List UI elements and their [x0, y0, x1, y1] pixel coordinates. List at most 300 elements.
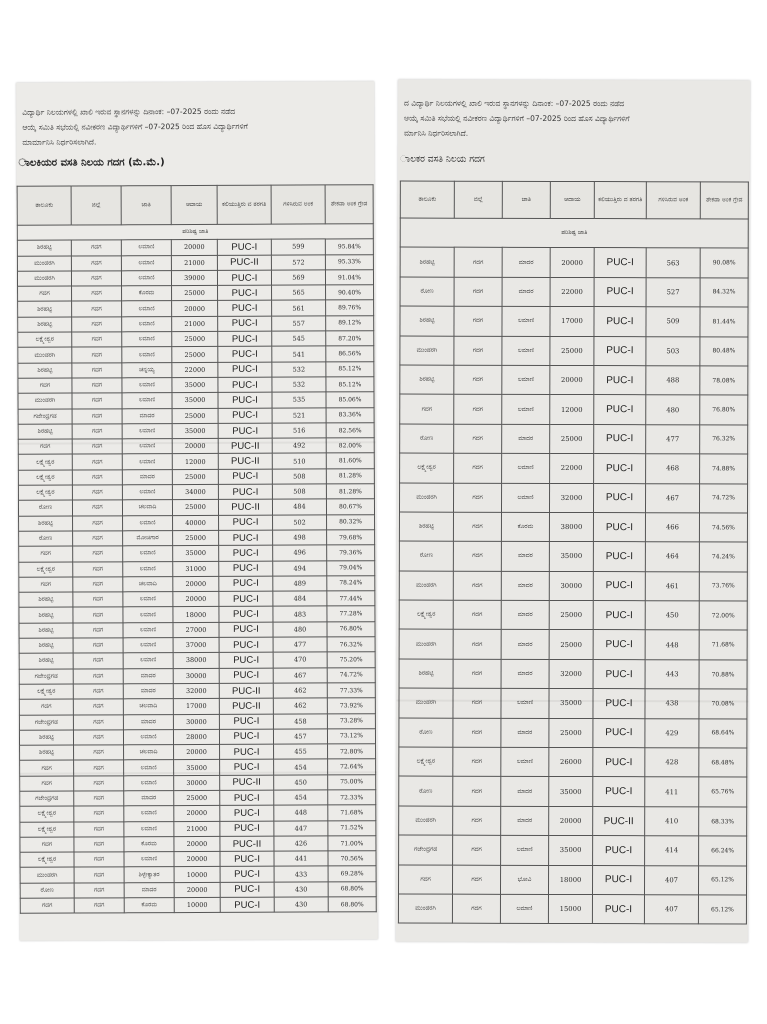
taluk-cell: ಲಕ್ಷ್ಮೇಶ್ವರ — [18, 454, 72, 470]
marks-cell: 410 — [645, 807, 699, 837]
marks-cell: 407 — [644, 865, 698, 895]
taluk-cell: ಲಕ್ಷ್ಮೇಶ್ವರ — [20, 852, 74, 868]
taluk-cell: ಶಿರಹಟ್ಟಿ — [18, 317, 72, 333]
class-cell: PUC-I — [593, 630, 645, 660]
column-header: ಜಿಲ್ಲೆ — [454, 181, 502, 218]
table-row — [399, 718, 747, 748]
marks-cell: 455 — [274, 744, 328, 760]
marks-cell: 430 — [274, 897, 328, 913]
taluk-cell: ರೋಣ — [399, 718, 453, 748]
income-cell: 31000 — [173, 561, 219, 576]
class-cell: PUC-I — [218, 362, 272, 378]
percentage-cell: 78.24% — [327, 576, 375, 592]
column-header: ಜಾತಿ — [502, 181, 550, 218]
income-cell: 35000 — [174, 760, 220, 775]
percentage-cell: 91.04% — [325, 270, 373, 286]
taluk-cell: ಮುಂಡರಗಿ — [400, 336, 454, 366]
percentage-cell: 90.40% — [326, 285, 374, 301]
income-cell: 39000 — [171, 270, 217, 285]
table-row — [19, 591, 375, 608]
taluk-cell: ಲಕ್ಷ್ಮೇಶ್ವರ — [18, 332, 72, 348]
marks-cell: 508 — [272, 469, 326, 485]
taluk-cell: ಲಕ್ಷ್ಮೇಶ್ವರ — [20, 822, 74, 838]
table-row — [18, 499, 374, 516]
table-row — [400, 394, 748, 424]
table-row — [20, 851, 376, 868]
class-cell: PUC-I — [593, 542, 645, 572]
income-cell: 38000 — [173, 653, 219, 668]
caste-cell: ಮಾದರ — [122, 469, 172, 485]
percentage-cell: 81.28% — [326, 468, 374, 484]
class-cell: PUC-I — [219, 729, 273, 745]
income-cell: 25000 — [172, 500, 218, 515]
caste-cell: ಲಮಾಣಿ — [122, 316, 172, 332]
caste-cell: ಲಮಾಣಿ — [124, 760, 174, 776]
income-cell: 25000 — [172, 408, 218, 423]
caste-cell: ಚಲವಾದಿ — [123, 699, 173, 715]
income-cell: 25000 — [550, 336, 594, 366]
taluk-cell: ಲಕ್ಷ್ಮೇಶ್ವರ — [19, 562, 73, 578]
income-cell: 34000 — [172, 484, 218, 499]
income-cell: 20000 — [174, 806, 220, 821]
table-row — [19, 729, 375, 746]
district-cell: ಗದಗ — [71, 271, 121, 287]
taluk-cell: ಲಕ್ಷ್ಮೇಶ್ವರ — [19, 684, 73, 700]
marks-cell: 429 — [645, 718, 699, 748]
income-cell: 20000 — [172, 301, 218, 316]
percentage-cell: 68.80% — [328, 897, 376, 913]
caste-cell: ಲಮಾಣಿ — [122, 439, 172, 455]
class-cell: PUC-I — [594, 307, 646, 337]
caste-cell: ಲಮಾಣಿ — [123, 653, 173, 669]
table-row — [17, 254, 373, 271]
table-row — [20, 790, 376, 807]
district-cell: ಗದಗ — [73, 653, 123, 669]
percentage-cell: 71.52% — [328, 820, 376, 836]
caste-cell: ಮಾದರ — [123, 668, 173, 684]
caste-cell: ಲಮಾಣಿ — [501, 747, 549, 777]
taluk-cell: ಗದಗ — [18, 378, 72, 394]
table-row — [19, 713, 375, 730]
table-row — [18, 316, 374, 333]
income-cell: 17000 — [173, 699, 219, 714]
district-cell: ಗದಗ — [73, 592, 123, 608]
section-row — [400, 218, 748, 248]
class-cell: PUC-I — [218, 469, 272, 485]
taluk-cell: ರೋಣ — [19, 531, 73, 547]
table-row — [18, 331, 374, 348]
table-row — [20, 836, 376, 853]
table-row — [18, 453, 374, 470]
marks-cell: 480 — [273, 622, 327, 638]
caste-cell: ಲಮಾಣಿ — [123, 638, 173, 654]
marks-cell: 467 — [273, 668, 327, 684]
percentage-cell: 78.08% — [700, 366, 748, 396]
taluk-cell: ಗಜೇಂದ್ರಗಡ — [19, 715, 73, 731]
taluk-cell: ರೋಣ — [400, 424, 454, 454]
percentage-cell: 85.06% — [326, 392, 374, 408]
taluk-cell: ಶಿರಹಟ್ಟಿ — [19, 592, 73, 608]
district-cell: ಗದಗ — [73, 714, 123, 730]
district-cell: ಗದಗ — [72, 378, 122, 394]
district-cell: ಗದಗ — [453, 571, 501, 601]
income-cell: 20000 — [174, 836, 220, 851]
class-cell: PUC-I — [218, 285, 272, 301]
district-cell: ಗದಗ — [453, 688, 501, 718]
taluk-cell: ಶಿರಹಟ್ಟಿ — [19, 653, 73, 669]
taluk-cell: ಮುಂಡರಗಿ — [399, 688, 453, 718]
section-label: ಪರಿಶಿಷ್ಟ ಜಾತಿ — [400, 218, 748, 248]
percentage-cell: 80.48% — [700, 336, 748, 366]
table-row — [18, 407, 374, 424]
percentage-cell: 86.56% — [326, 346, 374, 362]
marks-cell: 458 — [273, 713, 327, 729]
marks-cell: 470 — [273, 652, 327, 668]
class-cell: PUC-I — [217, 270, 271, 286]
class-cell: PUC-I — [592, 895, 644, 925]
caste-cell: ಲಮಾಣಿ — [122, 454, 172, 470]
class-cell: PUC-I — [218, 484, 272, 500]
table-row — [18, 484, 374, 501]
percentage-cell: 89.76% — [326, 300, 374, 316]
income-cell: 27000 — [173, 622, 219, 637]
class-cell: PUC-I — [218, 316, 272, 332]
income-cell: 30000 — [549, 571, 593, 601]
class-cell: PUC-II — [593, 806, 645, 836]
marks-cell: 454 — [274, 790, 328, 806]
district-cell: ಗದಗ — [454, 336, 502, 366]
caste-cell: ಮಾದರ — [501, 659, 549, 689]
percentage-cell: 75.00% — [328, 774, 376, 790]
income-cell: 15000 — [548, 894, 592, 924]
taluk-cell: ಗದಗ — [18, 286, 72, 302]
marks-cell: 484 — [273, 591, 327, 607]
percentage-cell: 83.36% — [326, 407, 374, 423]
percentage-cell: 65.12% — [698, 895, 746, 925]
marks-cell: 433 — [274, 866, 328, 882]
income-cell: 25000 — [172, 347, 218, 362]
income-cell: 22000 — [172, 362, 218, 377]
percentage-cell: 71.68% — [328, 805, 376, 821]
caste-cell: ಲಮಾಣಿ — [501, 689, 549, 719]
income-cell: 17000 — [550, 307, 594, 337]
table-row — [18, 346, 374, 363]
caste-cell: ಲಮಾಣಿ — [502, 306, 550, 336]
class-cell: PUC-II — [220, 775, 274, 791]
percentage-cell: 77.28% — [327, 606, 375, 622]
caste-cell: ಮಾದರ — [501, 806, 549, 836]
caste-cell: ಲಮಾಣಿ — [122, 332, 172, 348]
taluk-cell: ಮುಂಡರಗಿ — [18, 393, 72, 409]
district-cell: ಗದಗ — [72, 332, 122, 348]
taluk-cell: ಮುಂಡರಗಿ — [399, 630, 453, 660]
district-cell: ಗದಗ — [453, 835, 501, 865]
district-cell: ಗದಗ — [72, 347, 122, 363]
income-cell: 30000 — [173, 668, 219, 683]
caste-cell: ಲಮಾಣಿ — [123, 515, 173, 531]
table-row — [400, 365, 748, 395]
table-row — [400, 424, 748, 454]
table-row — [19, 698, 375, 715]
taluk-cell: ಶಿರಹಟ್ಟಿ — [17, 240, 71, 256]
merit-table — [17, 184, 377, 914]
caste-cell: ಮಾದರ — [501, 630, 549, 660]
marks-cell: 563 — [646, 248, 700, 278]
income-cell: 30000 — [174, 775, 220, 790]
percentage-cell: 72.80% — [328, 744, 376, 760]
table-row — [18, 392, 374, 409]
district-cell: ಗದಗ — [73, 668, 123, 684]
income-cell: 35000 — [549, 689, 593, 719]
caste-cell: ಲಮಾಣಿ — [124, 806, 174, 822]
percentage-cell: 74.56% — [699, 513, 747, 543]
caste-cell: ಮಾದರ — [124, 882, 174, 898]
percentage-cell: 68.48% — [699, 748, 747, 778]
income-cell: 35000 — [172, 423, 218, 438]
table-header-row — [17, 185, 373, 226]
income-cell: 20000 — [171, 240, 217, 255]
marks-cell: 489 — [273, 576, 327, 592]
district-cell: ಗದಗ — [72, 393, 122, 409]
caste-cell: ಶಿಳ್ಳೇಕ್ಯಾತರ — [124, 867, 174, 883]
district-cell: ಗದಗ — [71, 240, 121, 256]
taluk-cell: ರೋಣ — [20, 883, 74, 899]
percentage-cell: 74.24% — [699, 542, 747, 572]
caste-cell: ಚಲವಾದಿ — [123, 576, 173, 592]
right-sheet — [396, 80, 750, 943]
income-cell: 30000 — [173, 714, 219, 729]
table-row — [20, 866, 376, 883]
table-row — [399, 835, 747, 865]
table-row — [399, 747, 747, 777]
column-header: ತಾಲೂಕು — [17, 186, 71, 225]
marks-cell: 532 — [272, 362, 326, 378]
caste-cell: ಮೋಚಿಗಾರ — [123, 531, 173, 547]
left-sheet — [16, 81, 378, 941]
taluk-cell: ಶಿರಹಟ್ಟಿ — [19, 730, 73, 746]
income-cell: 25000 — [172, 286, 218, 301]
taluk-cell: ಶಿರಹಟ್ಟಿ — [399, 512, 453, 542]
district-cell: ಗದಗ — [73, 638, 123, 654]
marks-cell: 557 — [272, 316, 326, 332]
hostel-heading: ಾಲಕರ ವಸತಿ ನಿಲಯ ಗದಗ — [399, 154, 485, 165]
class-cell: PUC-I — [593, 659, 645, 689]
taluk-cell: ಗಜೇಂದ್ರಗಡ — [19, 669, 73, 685]
district-cell: ಗದಗ — [72, 454, 122, 470]
income-cell: 21000 — [172, 316, 218, 331]
section-label: ಪರಿಶಿಷ್ಟ ಜಾತಿ — [17, 224, 373, 241]
class-cell: PUC-II — [218, 454, 272, 470]
percentage-cell: 75.20% — [327, 652, 375, 668]
marks-cell: 532 — [272, 377, 326, 393]
marks-cell: 516 — [272, 423, 326, 439]
district-cell: ಗದಗ — [74, 745, 124, 761]
marks-cell: 438 — [645, 689, 699, 719]
class-cell: PUC-I — [217, 239, 271, 255]
class-cell: PUC-I — [218, 408, 272, 424]
marks-cell: 492 — [272, 438, 326, 454]
marks-cell: 510 — [272, 453, 326, 469]
percentage-cell: 74.88% — [700, 454, 748, 484]
marks-cell: 464 — [645, 542, 699, 572]
marks-cell: 521 — [272, 407, 326, 423]
caste-cell: ಲಮಾಣಿ — [121, 270, 171, 286]
percentage-cell: 76.32% — [327, 637, 375, 653]
column-header: ತಾಲೂಕು — [400, 181, 454, 218]
class-cell: PUC-I — [220, 821, 274, 837]
marks-cell: 411 — [645, 777, 699, 807]
taluk-cell: ಮುಂಡರಗಿ — [398, 894, 452, 924]
marks-cell: 477 — [273, 637, 327, 653]
marks-cell: 466 — [645, 513, 699, 543]
table-row — [399, 776, 747, 806]
table-row — [398, 894, 746, 924]
district-cell: ಗದಗ — [72, 439, 122, 455]
marks-cell: 448 — [274, 805, 328, 821]
table-row — [17, 270, 373, 287]
marks-cell: 565 — [272, 285, 326, 301]
percentage-cell: 76.80% — [700, 395, 748, 425]
district-cell: ಗದಗ — [72, 301, 122, 317]
caste-cell: ಮಾದರ — [501, 777, 549, 807]
district-cell: ಗದಗ — [453, 512, 501, 542]
class-cell: PUC-I — [593, 512, 645, 542]
marks-cell: 407 — [644, 895, 698, 925]
column-header: ಗಳಿಸಿರುವ ಅಂಕ — [646, 182, 700, 219]
class-cell: PUC-II — [219, 698, 273, 714]
table-row — [399, 688, 747, 718]
percentage-cell: 95.33% — [325, 254, 373, 270]
marks-cell: 496 — [273, 545, 327, 561]
income-cell: 25000 — [172, 331, 218, 346]
district-cell: ಗದಗ — [72, 317, 122, 333]
taluk-cell: ಗಜೇಂದ್ರಗಡ — [18, 409, 72, 425]
taluk-cell: ಗದಗ — [400, 394, 454, 424]
marks-cell: 508 — [272, 484, 326, 500]
column-header: ಗಳಿಸಿರುವ ಅಂಕ — [271, 185, 325, 224]
percentage-cell: 68.80% — [328, 881, 376, 897]
income-cell: 28000 — [173, 729, 219, 744]
caste-cell: ಲಮಾಣಿ — [501, 836, 549, 866]
percentage-cell: 65.76% — [699, 777, 747, 807]
class-cell: PUC-I — [594, 248, 646, 278]
taluk-cell: ರೋಣ — [399, 776, 453, 806]
percentage-cell: 81.28% — [326, 484, 374, 500]
table-row — [19, 560, 375, 577]
percentage-cell: 77.44% — [327, 591, 375, 607]
percentage-cell: 66.24% — [699, 836, 747, 866]
caste-cell: ಚಲವಾದಿ — [124, 745, 174, 761]
income-cell: 40000 — [173, 515, 219, 530]
class-cell: PUC-I — [218, 331, 272, 347]
income-cell: 22000 — [550, 277, 594, 307]
income-cell: 35000 — [549, 542, 593, 572]
table-row — [20, 820, 376, 837]
percentage-cell: 82.00% — [326, 438, 374, 454]
class-cell: PUC-I — [220, 805, 274, 821]
section-row — [17, 224, 373, 241]
taluk-cell: ಶಿರಹಟ್ಟಿ — [20, 745, 74, 761]
marks-cell: 498 — [273, 530, 327, 546]
taluk-cell: ಲಕ್ಷ್ಮೇಶ್ವರ — [18, 470, 72, 486]
percentage-cell: 76.80% — [327, 621, 375, 637]
income-cell: 18000 — [548, 865, 592, 895]
caste-cell: ಲಮಾಣಿ — [123, 561, 173, 577]
table-row — [18, 300, 374, 317]
district-cell: ಗದಗ — [73, 546, 123, 562]
column-header: ಜಿಲ್ಲೆ — [71, 186, 121, 225]
table-row — [400, 336, 748, 366]
district-cell: ಗದಗ — [74, 806, 124, 822]
taluk-cell: ಶಿರಹಟ್ಟಿ — [18, 363, 72, 379]
table-row — [18, 377, 374, 394]
income-cell: 20000 — [550, 365, 594, 395]
class-cell: PUC-I — [219, 515, 273, 531]
income-cell: 32000 — [173, 683, 219, 698]
marks-cell: 447 — [274, 821, 328, 837]
taluk-cell: ಗಜೇಂದ್ರಗಡ — [20, 791, 74, 807]
table-row — [18, 468, 374, 485]
class-cell: PUC-I — [592, 865, 644, 895]
class-cell: PUC-I — [593, 483, 645, 513]
column-header: ಶೇಕಡಾ ಅಂಕ ಗ್ರೇಡ — [325, 185, 373, 224]
table-row — [19, 576, 375, 593]
table-row — [399, 806, 747, 836]
district-cell: ಗದಗ — [73, 699, 123, 715]
class-cell: PUC-I — [219, 652, 273, 668]
caste-cell: ಲಮಾಣಿ — [502, 336, 550, 366]
marks-cell: 450 — [274, 775, 328, 791]
marks-cell: 441 — [274, 851, 328, 867]
taluk-cell: ಶಿರಹಟ್ಟಿ — [400, 247, 454, 277]
district-cell: ಗದಗ — [454, 453, 502, 483]
income-cell: 35000 — [172, 393, 218, 408]
marks-cell: 448 — [645, 630, 699, 660]
taluk-cell: ಗಜೇಂದ್ರಗಡ — [399, 835, 453, 865]
caste-cell: ಲಮಾಣಿ — [502, 365, 550, 395]
marks-cell: 462 — [273, 683, 327, 699]
district-cell: ಗದಗ — [71, 255, 121, 271]
table-row — [400, 453, 748, 483]
income-cell: 25000 — [549, 718, 593, 748]
income-cell: 32000 — [549, 659, 593, 689]
district-cell: ಗದಗ — [73, 623, 123, 639]
caste-cell: ಲಮಾಣಿ — [122, 378, 172, 394]
income-cell: 37000 — [173, 637, 219, 652]
class-cell: PUC-I — [218, 392, 272, 408]
table-row — [19, 683, 375, 700]
table-row — [18, 285, 374, 302]
income-cell: 12000 — [172, 454, 218, 469]
percentage-cell: 68.64% — [699, 718, 747, 748]
income-cell: 22000 — [550, 454, 594, 484]
caste-cell: ಲಮಾಣಿ — [121, 255, 171, 271]
income-cell: 32000 — [549, 483, 593, 513]
table-row — [399, 541, 747, 571]
table-row — [19, 652, 375, 669]
class-cell: PUC-I — [220, 897, 274, 913]
notice-text — [398, 80, 750, 142]
caste-cell: ಕೊರಮ — [124, 836, 174, 852]
hostel-heading: ಾಲಕಿಯರ ವಸತಿ ನಿಲಯ ಗದಗ (ಮೆ.ಮೆ.) — [18, 157, 165, 169]
percentage-cell: 87.20% — [326, 331, 374, 347]
district-cell: ಗದಗ — [74, 837, 124, 853]
taluk-cell: ಶಿರಹಟ್ಟಿ — [18, 424, 72, 440]
caste-cell: ಮಾದರ — [501, 600, 549, 630]
class-cell: PUC-I — [219, 622, 273, 638]
table-row — [19, 621, 375, 638]
taluk-cell: ರೋಣ — [399, 541, 453, 571]
